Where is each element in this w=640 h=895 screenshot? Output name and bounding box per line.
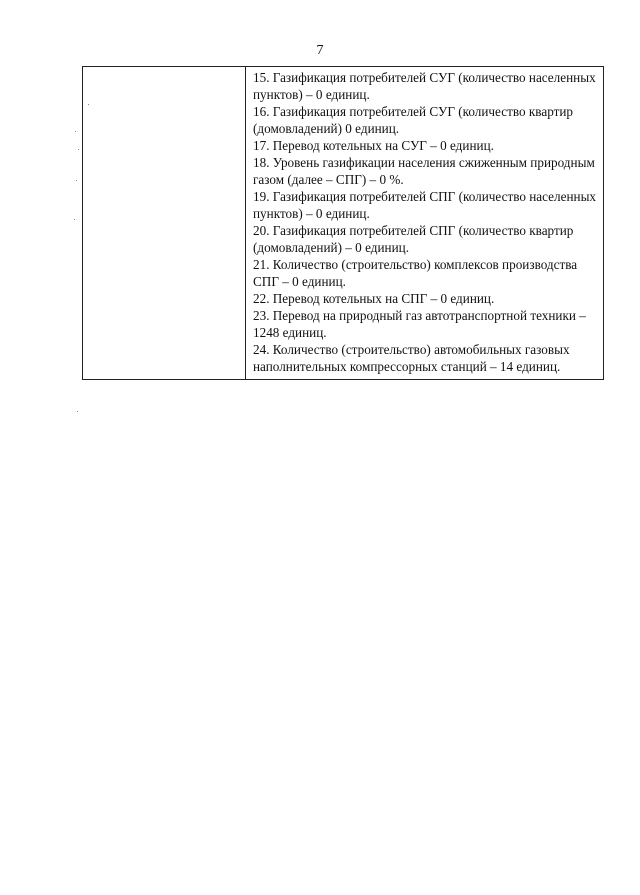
list-item: 20. Газификация потребителей СПГ (количество квартир (домовладений) – 0 единиц. bbox=[253, 223, 574, 255]
list-item: 15. Газификация потребителей СУГ (количество населенных пунктов) – 0 единиц. bbox=[253, 70, 596, 102]
list-item: 19. Газификация потребителей СПГ (количество населенных пунктов) – 0 единиц. bbox=[253, 189, 597, 221]
indicators-table bbox=[82, 66, 604, 380]
page-number: 7 bbox=[316, 43, 324, 58]
list-item: 23. Перевод на природный газ автотранспортной техники – 1248 единиц. bbox=[253, 308, 586, 340]
scan-speck bbox=[78, 149, 79, 150]
list-item: 21. Количество (строительство) комплексов производства СПГ – 0 единиц. bbox=[253, 257, 578, 289]
list-item: 18. Уровень газификации населения сжиженным природным газом (далее – СПГ) – 0 %. bbox=[253, 155, 595, 187]
table-cell-right bbox=[246, 67, 604, 380]
table-cell-left bbox=[83, 67, 246, 380]
scan-speck bbox=[75, 131, 76, 132]
list-item: 24. Количество (строительство) автомобильных газовых наполнительных компрессорных станций – 14 единиц. bbox=[253, 342, 570, 374]
list-item: 16. Газификация потребителей СУГ (количество квартир (домовладений) 0 единиц. bbox=[253, 104, 574, 136]
list-item: 17. Перевод котельных на СУГ – 0 единиц. bbox=[253, 138, 494, 153]
scan-speck bbox=[88, 104, 89, 105]
scan-speck bbox=[74, 219, 75, 220]
scan-speck bbox=[77, 411, 78, 412]
list-item: 22. Перевод котельных на СПГ – 0 единиц. bbox=[253, 291, 495, 306]
table-row bbox=[83, 67, 604, 380]
indicator-list bbox=[246, 67, 603, 379]
scan-speck bbox=[76, 180, 77, 181]
